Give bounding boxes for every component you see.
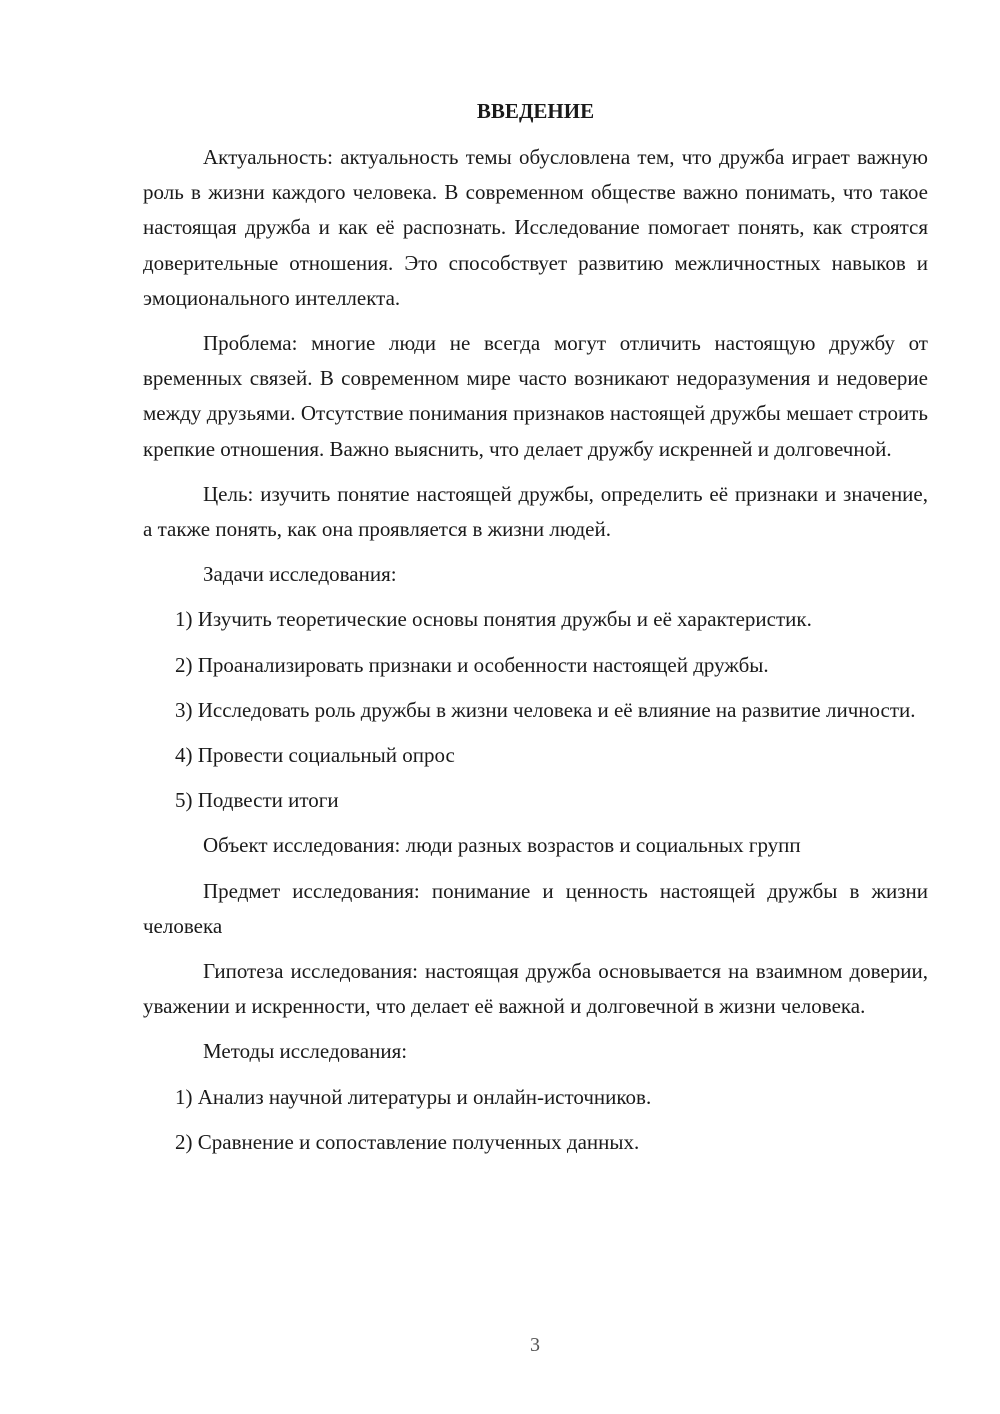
method-item: 2) Сравнение и сопоставление полученных данных. [175,1129,640,1154]
hypothesis-paragraph: Гипотеза исследования: настоящая дружба основывается на взаимном доверии, уважении и искренности, что делает её важной и долговечной в жизни человека. [143,959,928,1019]
tasks-heading: Задачи исследования: [203,562,397,587]
goal-paragraph: Цель: изучить понятие настоящей дружбы, определить её признаки и значение, а также понять, как она проявляется в жизни людей. [143,481,928,542]
page-number: 3 [530,1334,540,1356]
problem-paragraph: Проблема: многие люди не всегда могут отличить настоящую дружбу от временных связей. В современном мире часто возникают недоразумения и недоверие между друзьями. Отсутствие понимания признаков настоящей дружбы мешает строить крепкие отношения. Важно выяснить, что делает дружбу искренней и долговечной. [143,331,928,461]
task-item: 2) Проанализировать признаки и особенности настоящей дружбы. [175,652,769,677]
method-item: 1) Анализ научной литературы и онлайн-источников. [175,1084,652,1109]
task-item: 3) Исследовать роль дружбы в жизни человека и её влияние на развитие личности. [175,697,916,722]
document-page [143,94,928,1170]
section-title: ВВЕДЕНИЕ [476,99,595,123]
relevance-paragraph: Актуальность: актуальность темы обусловлена тем, что дружба играет важную роль в жизни каждого человека. В современном обществе важно понимать, что такое настоящая дружба и как её распознать. Исследование помогает понять, как строятся доверительные отношения. Это способствует развитию межличностных навыков и эмоционального интеллекта. [143,145,928,310]
task-item: 4) Провести социальный опрос [175,743,455,768]
task-item: 1) Изучить теоретические основы понятия дружбы и её характеристик. [175,607,812,632]
object-paragraph: Объект исследования: люди разных возрастов и социальных групп [203,833,801,858]
methods-heading: Методы исследования: [203,1039,408,1064]
subject-paragraph: Предмет исследования: понимание и ценность настоящей дружбы в жизни человека [143,878,928,938]
task-item: 5) Подвести итоги [175,788,339,813]
